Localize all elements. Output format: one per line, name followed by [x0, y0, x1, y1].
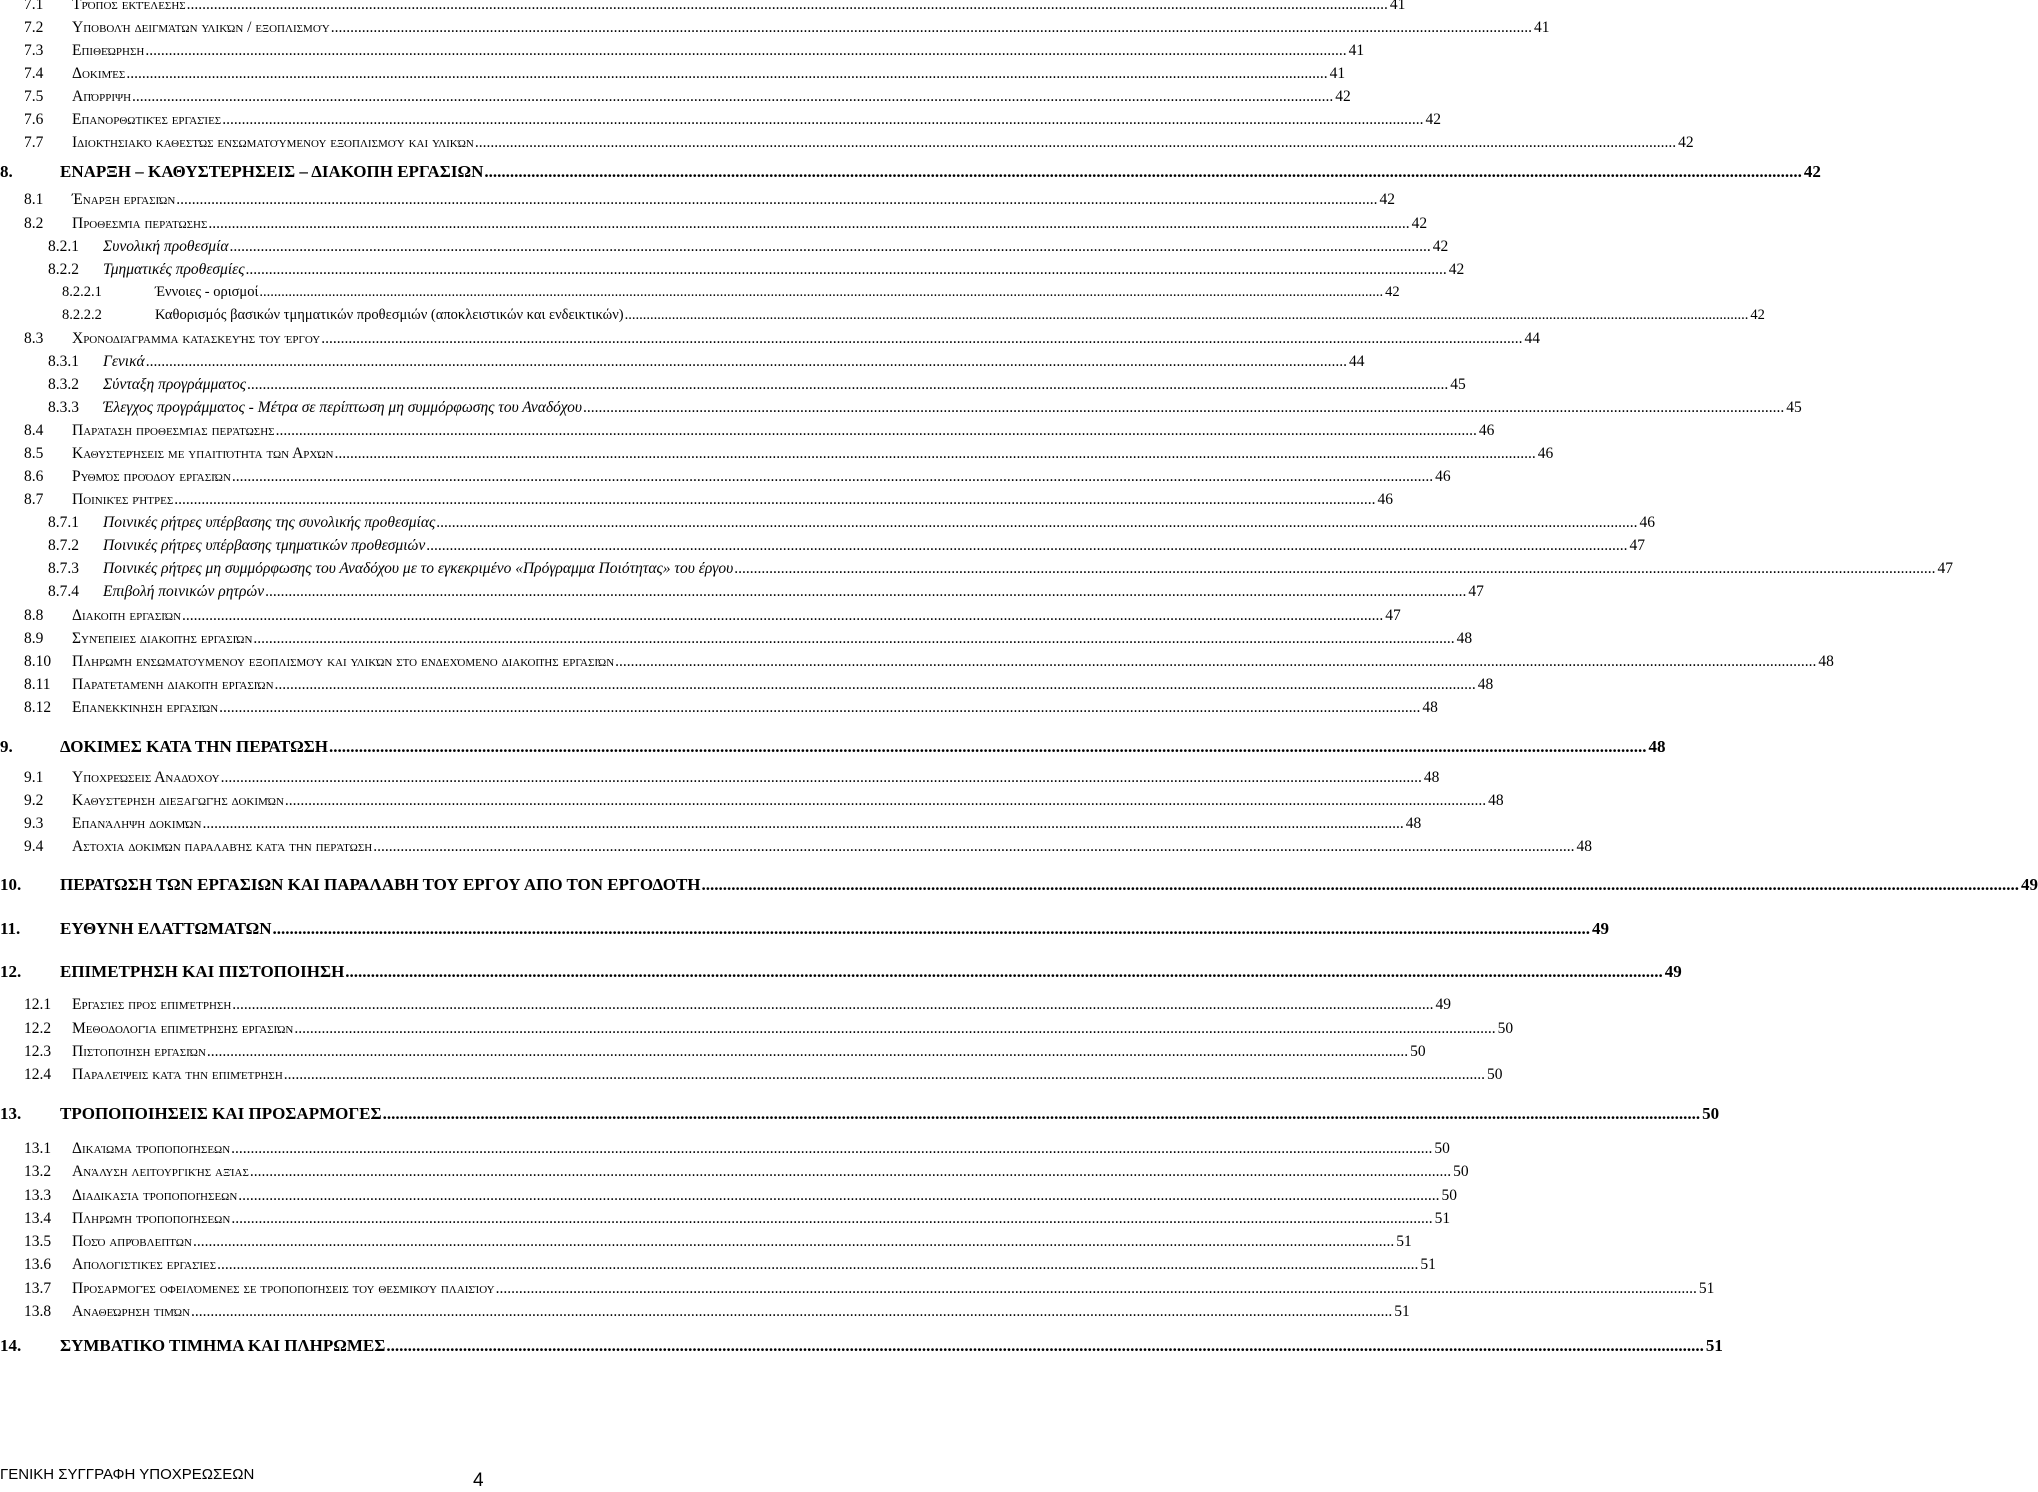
toc-entry[interactable]: [0, 307, 1765, 329]
toc-entry-number: 13.6: [24, 1256, 52, 1273]
toc-entry[interactable]: [0, 238, 1449, 260]
toc-entry-title: Επανορθωτικές εργασίες: [72, 111, 222, 128]
toc-entry-title: Ποινικές ρήτρες υπέρβασης τμηματικών προθεσμιών: [103, 537, 426, 554]
toc-entry[interactable]: [0, 1336, 1723, 1358]
toc-entry[interactable]: [0, 491, 1393, 513]
toc-dot-leader: [231, 1210, 1432, 1228]
toc-entry-title: Καθορισμός βασικών τμηματικών προθεσμιών (αποκλειστικών και ενδεικτικών): [155, 307, 624, 323]
toc-entry-title: Επανάληψη δοκιμών: [72, 815, 202, 832]
toc-dot-leader: [217, 1256, 1418, 1274]
toc-entry-title: Πιστοποίηση εργασιών: [72, 1043, 206, 1060]
toc-dot-leader: [174, 491, 1375, 509]
toc-dot-leader: [207, 1043, 1408, 1061]
toc-entry-page-number: 48: [1405, 815, 1422, 832]
toc-dot-leader: [284, 1066, 1485, 1084]
toc-dot-leader: [331, 19, 1532, 37]
toc-entry[interactable]: [0, 1303, 1410, 1325]
toc-entry[interactable]: [0, 676, 1494, 698]
toc-entry-page-number: 41: [1534, 19, 1550, 36]
toc-entry-number: 8.8: [24, 607, 44, 624]
toc-entry-number: 8.9: [24, 630, 44, 647]
toc-entry-page-number: 48: [1648, 737, 1666, 756]
toc-entry-title: Σύνταξη προγράμματος: [103, 376, 247, 393]
toc-dot-leader: [615, 653, 1816, 671]
toc-entry-title: Καθυστερήσεις με υπαιτιότητα των Αρχών: [72, 445, 334, 462]
toc-dot-leader: [436, 514, 1637, 532]
toc-entry-page-number: 46: [1537, 445, 1554, 462]
toc-entry-page-number: 51: [1698, 1280, 1715, 1297]
toc-dot-leader: [232, 468, 1433, 486]
toc-entry-page-number: 42: [1448, 261, 1465, 278]
toc-entry[interactable]: [0, 19, 1550, 41]
toc-entry-number: 8.4: [24, 422, 44, 439]
toc-dot-leader: [702, 875, 2020, 895]
toc-entry-page-number: 45: [1450, 376, 1466, 393]
toc-entry-number: 7.2: [24, 19, 44, 36]
toc-entry-page-number: 46: [1639, 514, 1656, 531]
toc-entry[interactable]: [0, 1256, 1436, 1278]
toc-entry-number: 8.2: [24, 215, 44, 232]
toc-entry-number: 8.2.2: [48, 261, 79, 278]
toc-entry[interactable]: [0, 1187, 1458, 1209]
toc-entry[interactable]: [0, 284, 1400, 306]
toc-entry[interactable]: [0, 875, 2038, 897]
toc-entry-title: Αναθεώρηση τιμών: [72, 1303, 191, 1320]
toc-dot-leader: [345, 962, 1663, 982]
toc-entry-title: Δικαίωμα τροποποιήσεων: [72, 1140, 231, 1157]
toc-dot-leader: [145, 42, 1346, 60]
toc-entry-page-number: 42: [1425, 111, 1441, 128]
toc-dot-leader: [250, 1163, 1451, 1181]
toc-entry-page-number: 50: [1441, 1187, 1458, 1204]
toc-entry-title: Εργασίες προς επιμέτρηση: [72, 996, 232, 1013]
toc-entry-number: 7.4: [24, 65, 44, 82]
toc-entry-number: 9.4: [24, 838, 44, 855]
toc-entry-title: Αστοχία δοκιμών παραλαβής κατά την περάτωση: [72, 838, 373, 855]
toc-entry-page-number: 48: [1576, 838, 1592, 855]
toc-entry-number: 8.2.2.2: [62, 307, 102, 323]
toc-entry[interactable]: [0, 1104, 1720, 1126]
toc-entry-page-number: 48: [1423, 769, 1440, 786]
toc-entry[interactable]: [0, 422, 1495, 444]
toc-entry-number: 8.2.1: [48, 238, 79, 255]
toc-entry-number: 12.1: [24, 996, 52, 1013]
toc-entry-number: 13.8: [24, 1303, 52, 1320]
toc-entry-number: 8.3.3: [48, 399, 79, 416]
toc-entry-page-number: 44: [1348, 353, 1365, 370]
toc-entry-page-number: 48: [1477, 676, 1494, 693]
toc-dot-leader: [187, 0, 1388, 14]
toc-entry-title: Γενικά: [103, 353, 145, 370]
toc-entry[interactable]: [0, 1043, 1426, 1065]
toc-entry-page-number: 48: [1456, 630, 1473, 647]
toc-entry-number: 8.10: [24, 653, 52, 670]
toc-entry-title: Έλεγχος προγράμματος - Μέτρα σε περίπτωση μη συμμόρφωσης του Αναδόχου: [103, 399, 582, 416]
toc-entry-page-number: 44: [1524, 330, 1540, 347]
toc-entry-page-number: 42: [1379, 191, 1396, 208]
toc-entry-title: Τρόπος εκτέλεσης: [72, 0, 186, 13]
toc-dot-leader: [294, 1020, 1495, 1038]
toc-entry-title: Ανάλυση λειτουργικής αξίας: [72, 1163, 249, 1180]
toc-entry-number: 13.1: [24, 1140, 52, 1157]
toc-entry-page-number: 48: [1422, 699, 1438, 716]
toc-entry[interactable]: [0, 737, 1666, 759]
toc-entry[interactable]: [0, 0, 1406, 18]
toc-entry-number: 9.3: [24, 815, 44, 832]
toc-entry-page-number: 51: [1394, 1303, 1410, 1320]
toc-entry-title: ΕΝΑΡΞΗ – ΚΑΘΥΣΤΕΡΗΣΕΙΣ – ΔΙΑΚΟΠΗ ΕΡΓΑΣΙΩΝ: [60, 162, 484, 181]
toc-entry-page-number: 47: [1937, 560, 1953, 577]
toc-entry-number: 8.7: [24, 491, 44, 508]
toc-entry-number: 8.6: [24, 468, 44, 485]
toc-dot-leader: [426, 537, 1627, 555]
toc-entry-number: 10.: [0, 875, 22, 894]
toc-entry-page-number: 46: [1435, 468, 1451, 485]
toc-entry-title: Προθεσμία περάτωσης: [72, 215, 208, 232]
toc-entry-number: 11.: [0, 919, 21, 938]
toc-entry[interactable]: [0, 653, 1834, 675]
toc-entry[interactable]: [0, 1140, 1450, 1162]
toc-entry-page-number: 45: [1786, 399, 1802, 416]
toc-entry-title: Συνολική προθεσμία: [103, 238, 229, 255]
toc-entry-title: Έννοιες - ορισμοί: [155, 284, 259, 300]
toc-entry-page-number: 51: [1705, 1336, 1723, 1355]
toc-entry-title: ΣΥΜΒΑΤΙΚΟ ΤΙΜΗΜΑ ΚΑΙ ΠΛΗΡΩΜΕΣ: [60, 1336, 386, 1355]
toc-entry-number: 8.1: [24, 191, 44, 208]
toc-entry-title: Δοκιμές: [72, 65, 126, 82]
toc-entry-title: Προσαρμογές οφειλόμενες σε τροποποιήσεις του θεσμικού πλαισίου: [72, 1280, 495, 1297]
toc-entry-page-number: 49: [1435, 996, 1452, 1013]
toc-entry[interactable]: [0, 191, 1396, 213]
toc-entry-number: 8.3.2: [48, 376, 79, 393]
toc-entry-page-number: 49: [1664, 962, 1682, 981]
toc-entry-number: 8.3.1: [48, 353, 79, 370]
toc-entry[interactable]: [0, 560, 1953, 582]
toc-entry-page-number: 41: [1389, 0, 1406, 13]
toc-entry-title: Καθυστέρηση διεξαγωγής δοκιμών: [72, 792, 284, 809]
toc-entry-number: 8.7.2: [48, 537, 79, 554]
toc-entry-page-number: 42: [1335, 88, 1351, 105]
toc-entry-page-number: 50: [1487, 1066, 1503, 1083]
toc-dot-leader: [247, 376, 1448, 394]
toc-entry-page-number: 50: [1497, 1020, 1514, 1037]
toc-entry-number: 8.12: [24, 699, 52, 716]
toc-entry-page-number: 42: [1678, 134, 1694, 151]
toc-entry-page-number: 50: [1453, 1163, 1469, 1180]
toc-dot-leader: [182, 607, 1383, 625]
toc-entry[interactable]: [0, 261, 1465, 283]
toc-dot-leader: [259, 284, 1383, 301]
toc-dot-leader: [202, 815, 1403, 833]
toc-entry-title: Επανεκκίνηση εργασιών: [72, 699, 219, 716]
toc-entry[interactable]: [0, 1280, 1715, 1302]
toc-entry[interactable]: [0, 607, 1401, 629]
toc-entry-title: Μεθοδολογία επιμέτρησης εργασιών: [72, 1020, 294, 1037]
toc-dot-leader: [276, 422, 1477, 440]
toc-entry-number: 8.3: [24, 330, 44, 347]
toc-entry-page-number: 47: [1629, 537, 1645, 554]
toc-entry[interactable]: [0, 699, 1438, 721]
toc-entry-title: Διαδικασία τροποποιήσεων: [72, 1187, 238, 1204]
toc-entry-title: Ποινικές ρήτρες μη συμμόρφωσης του Αναδόχου με το εγκεκριμένο «Πρόγραμμα Ποιότητας» του έργου: [103, 560, 734, 577]
toc-entry-page-number: 49: [2021, 875, 2038, 894]
toc-dot-leader: [373, 838, 1574, 856]
toc-entry-title: Παρατεταμένη διακοπή εργασιών: [72, 676, 274, 693]
toc-entry-number: 7.7: [24, 134, 44, 151]
toc-entry-number: 13.3: [24, 1187, 52, 1204]
toc-dot-leader: [231, 1140, 1432, 1158]
toc-entry[interactable]: [0, 445, 1554, 467]
toc-dot-leader: [275, 676, 1476, 694]
toc-entry-title: Πληρωμή τροποποιήσεων: [72, 1210, 231, 1227]
toc-entry[interactable]: [0, 838, 1592, 860]
toc-entry-title: Υποχρεώσεις Αναδόχου: [72, 769, 220, 786]
toc-entry-number: 12.: [0, 962, 22, 981]
toc-entry[interactable]: [0, 583, 1484, 605]
toc-entry[interactable]: [0, 1233, 1412, 1255]
toc-entry-number: 8.2.2.1: [62, 284, 102, 300]
toc-entry-title: Παραλείψεις κατά την επιμέτρηση: [72, 1066, 283, 1083]
toc-entry-number: 14.: [0, 1336, 22, 1355]
toc-entry[interactable]: [0, 792, 1504, 814]
toc-entry[interactable]: [0, 919, 1610, 941]
toc-entry-page-number: 50: [1702, 1104, 1720, 1123]
toc-entry[interactable]: [0, 376, 1466, 398]
toc-entry-number: 12.3: [24, 1043, 52, 1060]
toc-entry-title: Ποινικές ρήτρες υπέρβασης της συνολικής προθεσμίας: [103, 514, 436, 531]
toc-entry-number: 7.3: [24, 42, 44, 59]
toc-entry-number: 9.: [0, 737, 13, 756]
toc-entry-page-number: 41: [1348, 42, 1365, 59]
toc-entry-page-number: 50: [1410, 1043, 1426, 1060]
toc-entry[interactable]: [0, 215, 1428, 237]
toc-entry[interactable]: [0, 1066, 1503, 1088]
toc-entry[interactable]: [0, 330, 1540, 352]
toc-entry-page-number: 50: [1434, 1140, 1450, 1157]
footer-page-number: 4: [473, 1470, 484, 1491]
toc-entry-number: 13.5: [24, 1233, 52, 1250]
toc-entry[interactable]: [0, 1210, 1451, 1232]
toc-entry-title: Παράταση προθεσμίας περάτωσης: [72, 422, 275, 439]
toc-entry-number: 7.5: [24, 88, 44, 105]
toc-entry-title: Επιθεώρηση: [72, 42, 145, 59]
toc-entry-page-number: 42: [1750, 307, 1765, 323]
toc-dot-leader: [191, 1303, 1392, 1321]
toc-entry[interactable]: [0, 962, 1682, 984]
toc-entry-number: 8.7.3: [48, 560, 79, 577]
toc-entry-number: 8.: [0, 162, 13, 181]
toc-dot-leader: [208, 215, 1409, 233]
toc-entry[interactable]: [0, 111, 1441, 133]
toc-entry-page-number: 42: [1411, 215, 1428, 232]
toc-entry[interactable]: [0, 630, 1473, 652]
toc-entry-title: Τμηματικές προθεσμίες: [103, 261, 245, 278]
toc-dot-leader: [734, 560, 1935, 578]
toc-entry-title: ΠΕΡΑΤΩΣΗ ΤΩΝ ΕΡΓΑΣΙΩΝ ΚΑΙ ΠΑΡΑΛΑΒΗ ΤΟΥ ΕΡΓΟΥ ΑΠΟ ΤΟΝ ΕΡΓΟΔΟΤΗ: [60, 875, 701, 894]
toc-entry-title: Συνέπειες διακοπής εργασιών: [72, 630, 253, 647]
toc-entry-page-number: 42: [1432, 238, 1449, 255]
toc-dot-leader: [126, 65, 1327, 83]
toc-dot-leader: [230, 238, 1431, 256]
toc-dot-leader: [132, 88, 1333, 106]
toc-dot-leader: [335, 445, 1536, 463]
toc-entry-title: ΔΟΚΙΜΕΣ ΚΑΤΑ ΤΗΝ ΠΕΡΑΤΩΣΗ: [60, 737, 329, 756]
toc-entry-number: 9.2: [24, 792, 44, 809]
toc-entry-title: Απολογιστικές εργασίες: [72, 1256, 217, 1273]
toc-entry[interactable]: [0, 353, 1365, 375]
toc-dot-leader: [219, 699, 1420, 717]
toc-entry-page-number: 46: [1377, 491, 1393, 508]
toc-entry-page-number: 47: [1385, 607, 1401, 624]
toc-entry-title: ΕΠΙΜΕΤΡΗΣΗ ΚΑΙ ΠΙΣΤΟΠΟΙΗΣΗ: [60, 962, 345, 981]
toc-entry-number: 13.7: [24, 1280, 52, 1297]
toc-entry-title: Υποβολή δειγμάτων υλικών / εξοπλισμού: [72, 19, 330, 36]
toc-entry[interactable]: [0, 514, 1656, 536]
toc-entry[interactable]: [0, 88, 1351, 110]
toc-entry-title: ΕΥΘΥΝΗ ΕΛΑΤΤΩΜΑΤΩΝ: [60, 919, 272, 938]
toc-entry-page-number: 41: [1329, 65, 1346, 82]
toc-dot-leader: [386, 1336, 1704, 1356]
toc-entry-page-number: 51: [1420, 1256, 1436, 1273]
toc-dot-leader: [193, 1233, 1394, 1251]
toc-entry[interactable]: [0, 42, 1365, 64]
toc-dot-leader: [222, 111, 1423, 129]
toc-dot-leader: [232, 996, 1433, 1014]
toc-dot-leader: [329, 737, 1647, 757]
toc-entry-title: Ποσό απρόβλεπτων: [72, 1233, 192, 1250]
toc-dot-leader: [221, 769, 1422, 787]
toc-entry-page-number: 49: [1592, 919, 1610, 938]
toc-dot-leader: [496, 1280, 1697, 1298]
toc-entry-number: 13.2: [24, 1163, 52, 1180]
toc-entry-title: Διακοπή εργασιών: [72, 607, 182, 624]
toc-dot-leader: [583, 399, 1784, 417]
toc-entry-number: 8.7.4: [48, 583, 79, 600]
toc-entry-title: Χρονοδιάγραμμα κατασκευής του έργου: [72, 330, 321, 347]
toc-entry-number: 12.4: [24, 1066, 52, 1083]
toc-entry-number: 8.7.1: [48, 514, 79, 531]
toc-entry-number: 12.2: [24, 1020, 52, 1037]
toc-entry[interactable]: [0, 815, 1422, 837]
toc-entry-number: 7.1: [24, 0, 44, 13]
toc-entry-number: 7.6: [24, 111, 44, 128]
toc-entry-title: Ποινικές ρήτρες: [72, 491, 174, 508]
toc-dot-leader: [273, 919, 1591, 939]
toc-entry-number: 13.4: [24, 1210, 52, 1227]
toc-dot-leader: [321, 330, 1522, 348]
toc-entry[interactable]: [0, 65, 1346, 87]
toc-entry[interactable]: [0, 996, 1452, 1018]
toc-dot-leader: [383, 1104, 1701, 1124]
toc-entry-number: 9.1: [24, 769, 44, 786]
toc-entry[interactable]: [0, 134, 1694, 156]
footer-document-title: ΓΕΝΙΚΗ ΣΥΓΓΡΑΦΗ ΥΠΟΧΡΕΩΣΕΩΝ: [0, 1466, 255, 1483]
toc-entry[interactable]: [0, 399, 1802, 421]
toc-entry[interactable]: [0, 1163, 1469, 1185]
toc-entry-title: Επιβολή ποινικών ρητρών: [103, 583, 265, 600]
toc-entry-page-number: 42: [1803, 162, 1821, 181]
toc-dot-leader: [238, 1187, 1439, 1205]
toc-entry-page-number: 46: [1478, 422, 1495, 439]
toc-dot-leader: [625, 307, 1749, 324]
toc-entry-page-number: 48: [1488, 792, 1504, 809]
toc-entry-page-number: 48: [1818, 653, 1834, 670]
toc-dot-leader: [246, 261, 1447, 279]
toc-entry-number: 13.: [0, 1104, 22, 1123]
toc-dot-leader: [253, 630, 1454, 648]
toc-dot-leader: [176, 191, 1377, 209]
toc-entry[interactable]: [0, 1020, 1514, 1042]
toc-entry-title: ΤΡΟΠΟΠΟΙΗΣΕΙΣ ΚΑΙ ΠΡΟΣΑΡΜΟΓΕΣ: [60, 1104, 382, 1123]
toc-entry-title: Ιδιοκτησιακό καθεστώς ενσωματούμενου εξοπλισμού και υλικών: [72, 134, 474, 151]
toc-entry-number: 8.5: [24, 445, 44, 462]
toc-entry[interactable]: [0, 769, 1440, 791]
toc-entry[interactable]: [0, 537, 1645, 559]
toc-entry-page-number: 51: [1396, 1233, 1412, 1250]
toc-dot-leader: [484, 162, 1802, 182]
toc-entry-title: Απόρριψη: [72, 88, 132, 105]
toc-dot-leader: [265, 583, 1466, 601]
toc-entry-page-number: 51: [1434, 1210, 1451, 1227]
toc-entry-title: Ρυθμός προόδου εργασιών: [72, 468, 231, 485]
toc-dot-leader: [146, 353, 1347, 371]
toc-entry-title: Πληρωμή ενσωματούμενου εξοπλισμού και υλικών στο ενδεχόμενο διακοπής εργασιών: [72, 653, 615, 670]
toc-entry[interactable]: [0, 468, 1451, 490]
toc-dot-leader: [285, 792, 1486, 810]
toc-dot-leader: [475, 134, 1676, 152]
toc-entry-page-number: 47: [1468, 583, 1484, 600]
toc-entry-number: 8.11: [24, 676, 51, 693]
toc-entry-page-number: 42: [1385, 284, 1400, 300]
toc-entry[interactable]: [0, 162, 1821, 184]
toc-entry-title: Έναρξη εργασιών: [72, 191, 176, 208]
